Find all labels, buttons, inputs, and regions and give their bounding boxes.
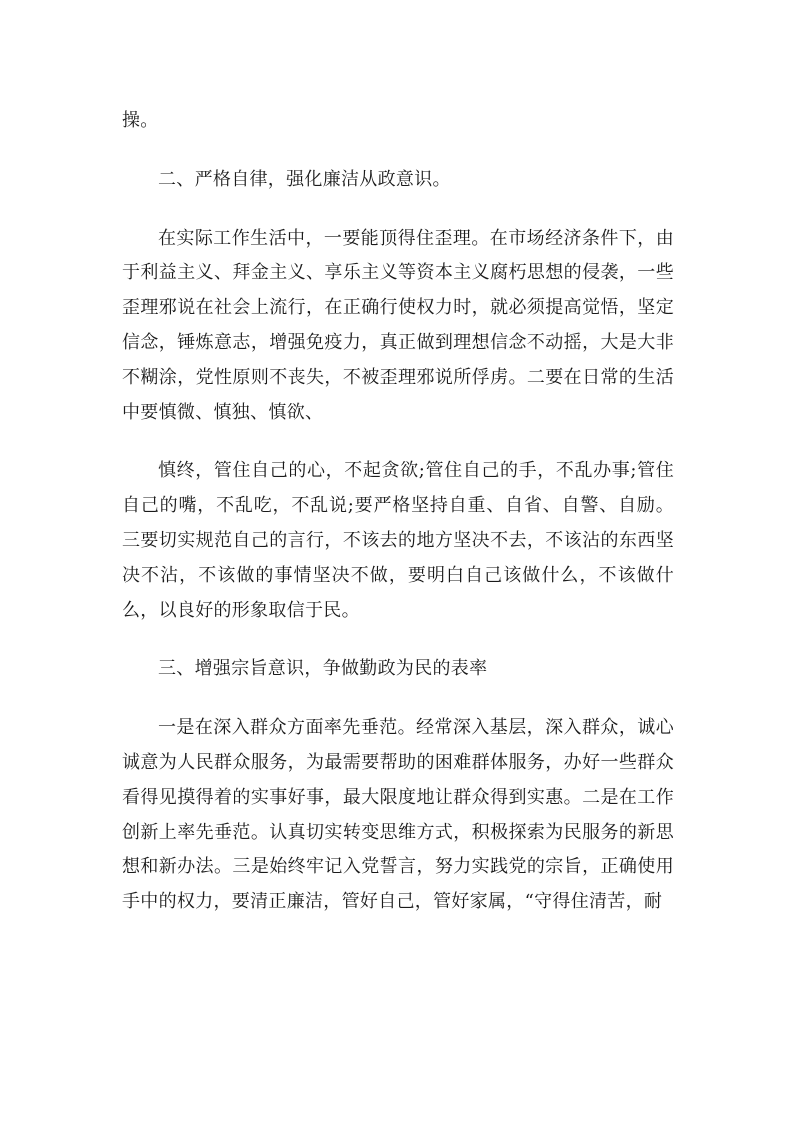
section-heading-3: 三、增强宗旨意识，争做勤政为民的表率 [158,658,488,680]
paragraph-body: 一是在深入群众方面率先垂范。经常深入基层，深入群众，诚心诚意为人民群众服务，为最需要帮助的困难群体服务，办好一些群众看得见摸得着的实事好事，最大限度地让群众得到实惠。二是在工作创新上率先垂范。认真切实转变思维方式，积极探索为民服务的新思想和新办法。三是始终牢记入党誓言，努力实践党的宗旨，正确使用手中的权力，要清正廉洁，管好自己，管好家属，“守得住清苦，耐 [122,717,674,913]
section-heading-2: 二、严格自律，强化廉洁从政意识。 [158,168,451,190]
paragraph-continuation: 操。 [122,110,159,131]
document-body [122,104,674,920]
paragraph-body: 在实际工作生活中，一要能顶得住歪理。在市场经济条件下，由于利益主义、拜金主义、享乐主义等资本主义腐朽思想的侵袭，一些歪理邪说在社会上流行，在正确行使权力时，就必须提高觉悟，坚定信念，锤炼意志，增强免疫力，真正做到理想信念不动摇，大是大非不糊涂，党性原则不丧失，不被歪理邪说所俘虏。二要在日常的生活中要慎微、慎独、慎欲、 [122,227,674,423]
paragraph-body: 慎终，管住自己的心，不起贪欲;管住自己的手，不乱办事;管住自己的嘴，不乱吃，不乱说;要严格坚持自重、自省、自警、自励。三要切实规范自己的言行，不该去的地方坚决不去，不该沾的东西坚决不沾，不该做的事情坚决不做，要明白自己该做什么，不该做什么，以良好的形象取信于民。 [122,460,674,621]
